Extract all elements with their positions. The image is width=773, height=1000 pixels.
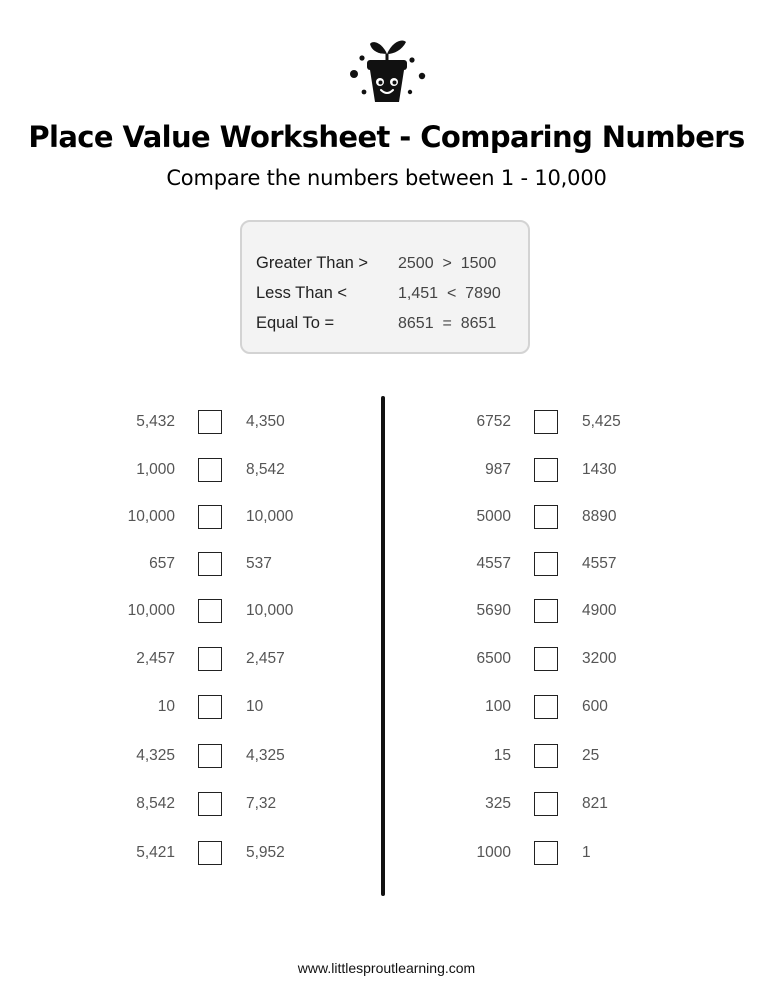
legend-box [240,220,530,354]
second-number: 10,000 [246,508,294,525]
comparison-problem [0,693,773,723]
page-title: Place Value Worksheet - Comparing Numbers [28,120,745,154]
legend-example [398,315,496,333]
answer-box[interactable] [534,410,558,434]
legend-row-less [242,284,528,308]
first-number: 6500 [476,650,511,667]
second-number: 5,425 [582,413,621,430]
legend-example [398,255,496,273]
legend-row-greater [242,254,528,278]
answer-box[interactable] [534,792,558,816]
first-number: 15 [493,747,511,764]
second-number: 5,952 [246,844,285,861]
second-number: 10,000 [246,602,294,619]
comparison-problem [0,645,773,675]
first-number: 1000 [476,844,511,861]
first-number: 5690 [476,602,511,619]
second-number: 10 [246,698,264,715]
legend-symbol: = [442,315,452,332]
first-number: 6752 [476,413,511,430]
comparison-problem [0,503,773,533]
first-number: 657 [149,555,175,572]
second-number: 1 [582,844,591,861]
legend-right-number: 8651 [460,315,497,332]
comparison-problem [0,742,773,772]
answer-box[interactable] [534,505,558,529]
sprout-pot-icon [346,36,428,106]
comparison-problem [0,408,773,438]
first-number: 325 [485,795,511,812]
answer-box[interactable] [534,647,558,671]
second-number: 4,350 [246,413,285,430]
page-subtitle: Compare the numbers between 1 - 10,000 [166,166,607,190]
first-number: 8,542 [136,795,175,812]
answer-box[interactable] [534,744,558,768]
second-number: 1430 [582,461,617,478]
second-number: 2,457 [246,650,285,667]
first-number: 4557 [476,555,511,572]
legend-row-equal [242,314,528,338]
second-number: 7,32 [246,795,277,812]
legend-label: Greater Than > [256,254,369,272]
second-number: 4,325 [246,747,285,764]
second-number: 8890 [582,508,617,525]
legend-label: Equal To = [256,314,335,332]
comparison-problem [0,839,773,869]
legend-left-number: 8651 [398,315,434,332]
first-number: 10,000 [127,508,175,525]
legend-symbol: < [446,285,457,302]
comparison-problem [0,790,773,820]
second-number: 600 [582,698,608,715]
first-number: 10,000 [127,602,175,619]
second-number: 4557 [582,555,617,572]
answer-box[interactable] [534,458,558,482]
second-number: 25 [582,747,600,764]
footer-website: www.littlesproutlearning.com [297,960,476,976]
answer-box[interactable] [534,841,558,865]
first-number: 987 [485,461,511,478]
legend-example [398,285,501,303]
first-number: 1,000 [136,461,175,478]
legend-left-number: 2500 [398,255,434,272]
first-number: 2,457 [136,650,175,667]
legend-left-number: 1,451 [398,285,439,302]
second-number: 3200 [582,650,617,667]
second-number: 4900 [582,602,617,619]
first-number: 10 [157,698,175,715]
comparison-problem [0,597,773,627]
first-number: 5,421 [136,844,175,861]
comparison-problem [0,550,773,580]
answer-box[interactable] [534,552,558,576]
first-number: 100 [485,698,511,715]
second-number: 537 [246,555,272,572]
legend-symbol: > [442,255,452,272]
answer-box[interactable] [534,599,558,623]
legend-right-number: 7890 [465,285,501,302]
second-number: 821 [582,795,608,812]
first-number: 4,325 [136,747,175,764]
first-number: 5,432 [136,413,175,430]
comparison-problem [0,456,773,486]
answer-box[interactable] [534,695,558,719]
legend-label: Less Than < [256,284,347,302]
first-number: 5000 [476,508,511,525]
legend-right-number: 1500 [460,255,497,272]
second-number: 8,542 [246,461,285,478]
